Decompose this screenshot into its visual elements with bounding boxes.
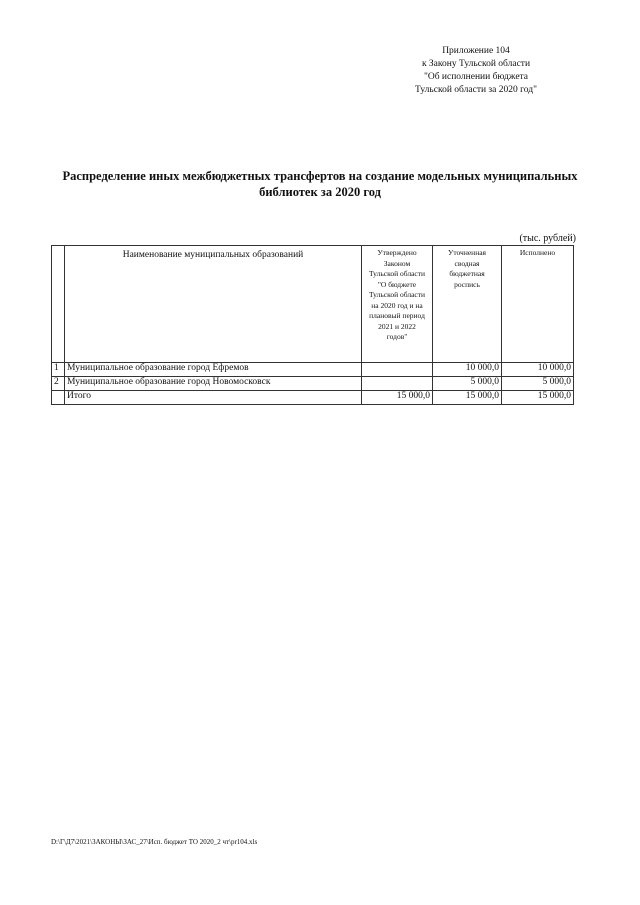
title-line: библиотек за 2020 год [259, 185, 381, 199]
row-num: 1 [52, 363, 65, 377]
header-name: Наименование муниципальных образований [65, 246, 362, 363]
row-approved [362, 377, 433, 391]
row-refined: 10 000,0 [433, 363, 502, 377]
appendix-line: "Об исполнении бюджета [423, 72, 529, 82]
table-total-row [52, 391, 574, 405]
appendix-line: к Закону Тульской области [421, 59, 531, 69]
file-path-footer: D:\Г\Д7\2021\ЗАКОНЫ\ЗАС_27\Исп. бюджет ТО 2020_2 чт\pr104.xls [51, 838, 258, 846]
row-executed: 5 000,0 [502, 377, 574, 391]
row-executed: 10 000,0 [502, 363, 574, 377]
transfers-table [51, 245, 574, 405]
header-refined: Уточненная сводная бюджетная роспись [433, 246, 502, 363]
row-num [52, 391, 65, 405]
row-name: Муниципальное образование город Новомосковск [65, 377, 362, 391]
header-approved: Утверждено Законом Тульской области "О бюджете Тульской области на 2020 год и на плановый период 2021 и 2022 годов" [362, 246, 433, 363]
appendix-line: Приложение 104 [442, 46, 510, 56]
document-title [40, 168, 600, 200]
header-num [52, 246, 65, 363]
row-executed: 15 000,0 [502, 391, 574, 405]
table-row [52, 377, 574, 391]
row-approved [362, 363, 433, 377]
table-header-row [52, 246, 574, 363]
appendix-line: Тульской области за 2020 год" [415, 85, 537, 95]
row-num: 2 [52, 377, 65, 391]
units-label: (тыс. рублей) [519, 233, 576, 244]
title-line: Распределение иных межбюджетных трансфертов на создание модельных муниципальных [62, 169, 578, 183]
appendix-block [400, 45, 552, 97]
row-name: Муниципальное образование город Ефремов [65, 363, 362, 377]
table-row [52, 363, 574, 377]
row-refined: 15 000,0 [433, 391, 502, 405]
header-executed: Исполнено [502, 246, 574, 363]
row-name: Итого [65, 391, 362, 405]
row-approved: 15 000,0 [362, 391, 433, 405]
row-refined: 5 000,0 [433, 377, 502, 391]
